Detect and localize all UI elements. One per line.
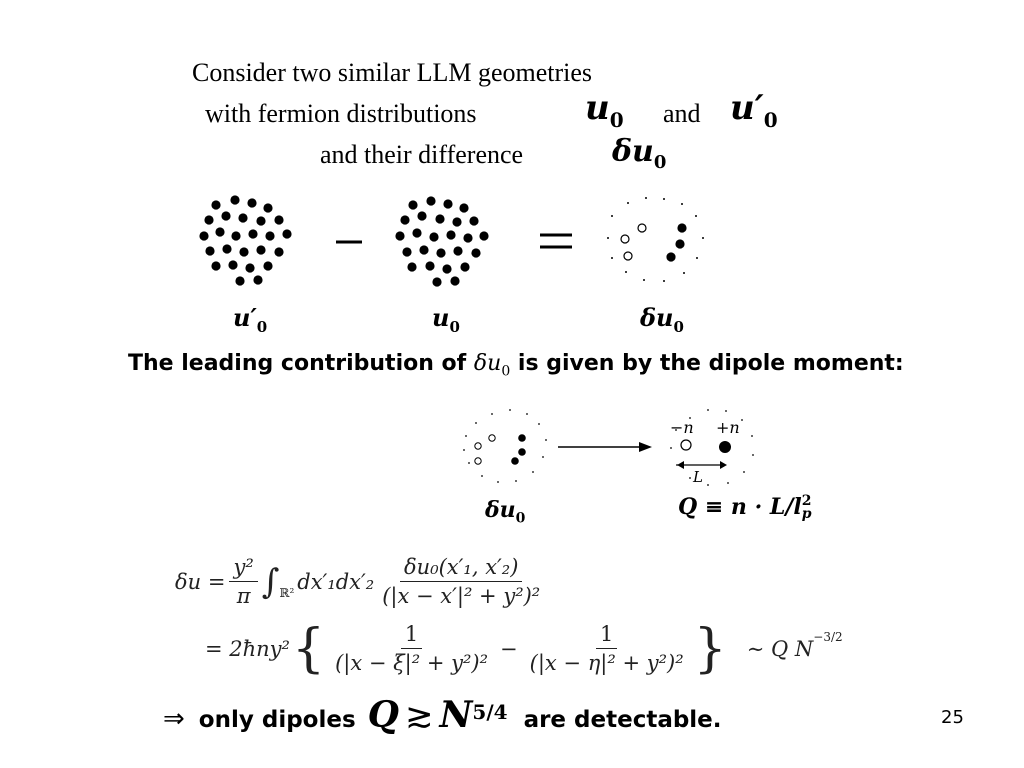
y2-over-pi: $\frac{\text{y²}}{\pi}$ [229,555,257,608]
symbol-u0-prime: $u'_0$ [730,88,778,132]
measure: dx′₁dx′₂ [297,569,375,594]
intro-line-3-text: and their difference [320,140,524,169]
equation-line-1: δu = $\frac{\text{y²}}{\pi}$ ∫ ℝ² dx′₁dx′₂ $\frac{\text{δu₀(x′₁, x′₂)}}{\text{(|x − x′|² + y²)²}}$ [175,555,548,608]
integral-sign: ∫ [261,561,280,602]
negative-charge [681,440,691,450]
symbol-delta-u0: $\delta u_0$ [612,134,667,173]
label-u0: $u_0$ [432,303,460,336]
implies-arrow: ⇒ [163,704,185,734]
equation-line-2: = 2ħny² { $\frac{1}{\text{(|x − ξ|² + y²)²}}$ − $\frac{1}{\text{(|x − η|² + y²)²}}$ } ∼ Q N $^{-3/2}$ [205,618,843,679]
droplet-difference [607,197,704,282]
intro-line-2-text: with fermion distributions [205,99,477,128]
fraction-xi: $\frac{1}{\text{(|x − ξ|² + y²)²}}$ [335,622,489,675]
intro-and: and [663,99,701,128]
label-delta-u0-small: $\delta u_0$ [485,497,526,527]
symbol-u0: $u_0$ [585,88,624,132]
droplet-u0-prime [199,195,291,285]
dipole-definition: Q ≡ n · L/l 2 p [678,493,812,522]
conclusion-line: ⇒ only dipoles Q ≳ N $^{5/4}$ are detectable. [163,694,722,736]
distance-L-label: L [693,468,703,486]
positive-charge [719,441,731,453]
label-u0-prime: $u'_0$ [233,303,268,336]
leading-symbol: $\delta u_0$ [473,351,511,380]
gtrsim-symbol: ≳ [405,696,434,736]
intro-line-1: Consider two similar LLM geometries [192,58,593,87]
label-delta-u0: $\delta u_0$ [640,303,684,336]
fraction-eta: $\frac{1}{\text{(|x − η|² + y²)²}}$ [529,622,684,675]
leading-contribution-line: The leading contribution of $\delta u_0$ is given by the dipole moment: [128,351,904,380]
page-number: 25 [941,707,964,728]
brace-close: } [693,618,727,679]
integral-domain: ℝ² [279,585,295,600]
main-fraction: $\frac{\text{δu₀(x′₁, x′₂)}}{\text{(|x − x′|² + y²)²}}$ [382,555,541,608]
delta-u0-small [463,409,547,483]
minus-n-label: −n [670,418,694,437]
plus-n-label: +n [716,418,740,437]
brace-open: { [291,618,326,679]
dipole-figure [460,405,780,500]
dipole-arrowhead [639,442,652,452]
droplet-u0 [395,196,488,286]
